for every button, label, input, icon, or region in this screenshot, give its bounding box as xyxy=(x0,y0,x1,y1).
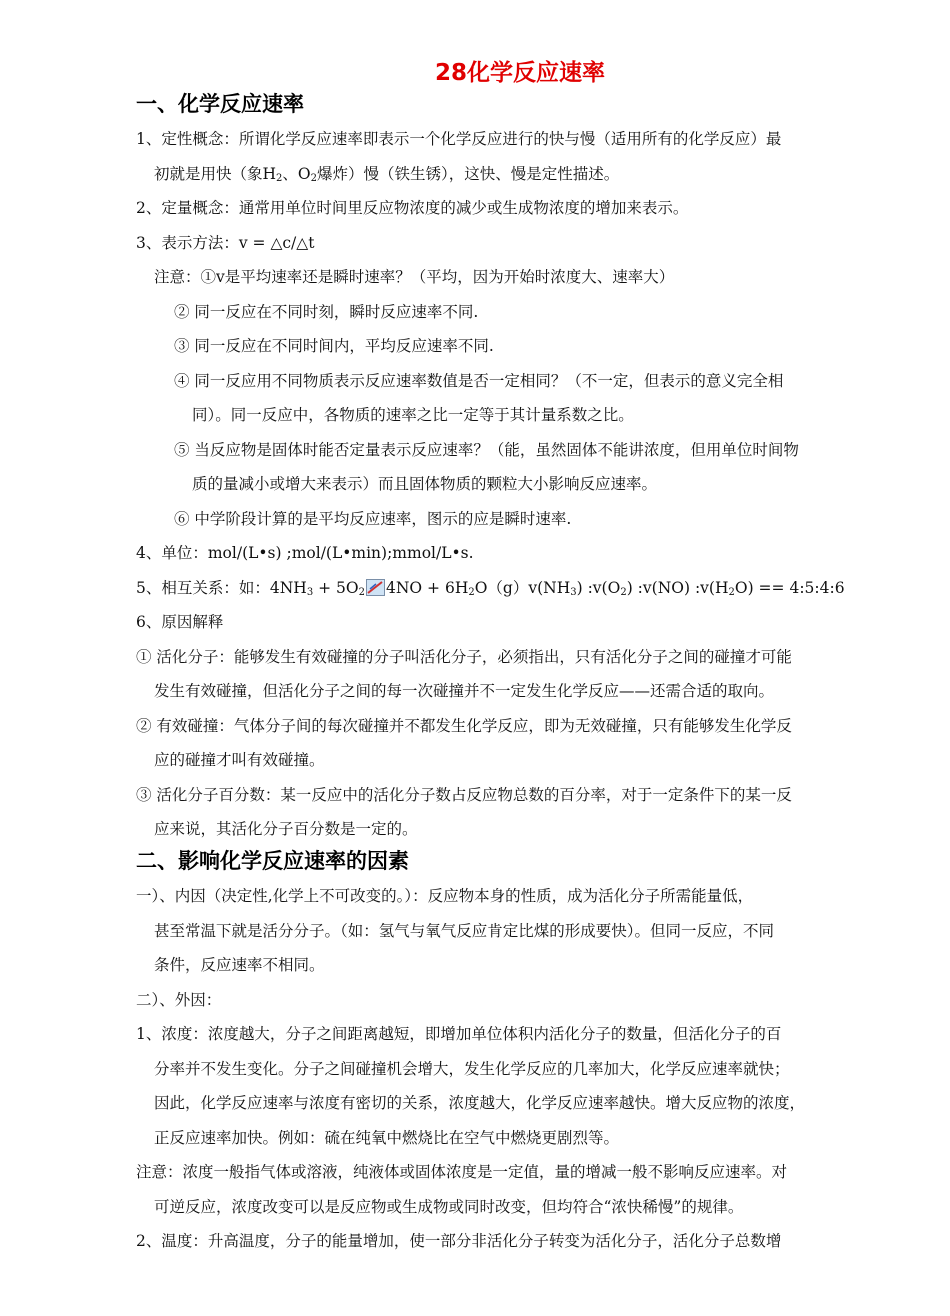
subscript: 2 xyxy=(358,586,365,598)
item-5-text-f: ) :v(NO) :v(H xyxy=(626,578,729,597)
item-1-line-1: 1、定性概念：所谓化学反应速率即表示一个化学反应进行的快与慢（适用所有的化学反应）最 xyxy=(136,130,782,148)
item-1-text-a: 初就是用快（象H xyxy=(154,164,277,183)
note-1: 注意：①v是平均速率还是瞬时速率？（平均，因为开始时浓度大、速率大） xyxy=(154,268,675,286)
item-6: 6、原因解释 xyxy=(136,613,224,631)
external-heading: 二）、外因： xyxy=(136,990,222,1009)
temperature-line-1: 2、温度：升高温度，分子的能量增加，使一部分非活化分子转变为活化分子，活化分子总数增 xyxy=(136,1232,782,1250)
concentration-line-4: 正反应速率加快。例如：硫在纯氧中燃烧比在空气中燃烧更剧烈等。 xyxy=(154,1128,620,1147)
subscript: 3 xyxy=(306,586,314,598)
item-5-text-b: + 5O xyxy=(313,578,359,597)
item-5-text-a: 5、相互关系：如：4NH xyxy=(136,578,307,597)
subscript: 2 xyxy=(620,586,627,598)
note-2: ② 同一反应在不同时刻，瞬时反应速率不同. xyxy=(174,302,479,321)
note-line-2: 可逆反应，浓度改变可以是反应物或生成物或同时改变，但均符合“浓快稀慢”的规律。 xyxy=(154,1197,744,1216)
note-5-line-1: ⑤ 当反应物是固体时能否定量表示反应速率？（能，虽然固体不能讲浓度，但用单位时间物 xyxy=(174,440,799,459)
item-1-text-c: 爆炸）慢（铁生锈），这快、慢是定性描述。 xyxy=(317,164,620,183)
section-2-body xyxy=(136,879,906,1259)
internal-line-2: 甚至常温下就是活分分子。（如：氢气与氧气反应肯定比煤的形成要快）。但同一反应，不同 xyxy=(154,921,775,940)
reason-2-line-1: ② 有效碰撞：气体分子间的每次碰撞并不都发生化学反应，即为无效碰撞，只有能够发生化学反 xyxy=(136,716,792,735)
item-5-text-d: O（g）v(NH xyxy=(474,578,571,597)
note-line-1: 注意：浓度一般指气体或溶液，纯液体或固体浓度是一定值，量的增减一般不影响反应速率。对 xyxy=(136,1163,788,1181)
section-1-body xyxy=(136,122,906,847)
note-4-line-2: 同）。同一反应中，各物质的速率之比一定等于其计量系数之比。 xyxy=(192,406,634,424)
reason-3-line-1: ③ 活化分子百分数：某一反应中的活化分子数占反应物总数的百分率，对于一定条件下的某一反 xyxy=(136,785,792,804)
reason-2-line-2: 应的碰撞才叫有效碰撞。 xyxy=(154,751,325,769)
note-6: ⑥ 中学阶段计算的是平均反应速率，图示的应是瞬时速率. xyxy=(174,509,572,528)
item-5 xyxy=(136,571,906,606)
reaction-arrow-icon xyxy=(366,574,385,591)
section-heading-1: 一、化学反应速率 xyxy=(136,92,304,116)
note-5-line-2: 质的量减小或增大来表示）而且固体物质的颗粒大小影响反应速率。 xyxy=(192,475,658,493)
item-4: 4、单位：mol/(L•s) ;mol/(L•min);mmol/L•s. xyxy=(136,544,474,562)
concentration-line-3: 因此，化学反应速率与浓度有密切的关系，浓度越大，化学反应速率越快。增大反应物的浓度， xyxy=(154,1094,806,1112)
reason-1-line-2: 发生有效碰撞，但活化分子之间的每一次碰撞并不一定发生化学反应——还需合适的取向。 xyxy=(154,682,775,700)
item-1-line-2 xyxy=(136,157,906,192)
reason-3-line-2: 应来说，其活化分子百分数是一定的。 xyxy=(154,820,418,838)
item-1-text-b: 、O xyxy=(282,164,311,183)
note-3: ③ 同一反应在不同时间内，平均反应速率不同. xyxy=(174,337,494,355)
subscript: 3 xyxy=(570,586,577,598)
subscript: 2 xyxy=(310,172,317,184)
concentration-line-1: 1、浓度：浓度越大，分子之间距离越短，即增加单位体积内活化分子的数量，但活化分子的百 xyxy=(136,1025,782,1043)
item-3: 3、表示方法：v = △c/△t xyxy=(136,233,315,252)
section-heading-2: 二、影响化学反应速率的因素 xyxy=(136,849,409,873)
item-5-text-e: ) :v(O xyxy=(576,578,621,597)
item-2: 2、定量概念：通常用单位时间里反应物浓度的减少或生成物浓度的增加来表示。 xyxy=(136,199,689,217)
subscript: 2 xyxy=(276,172,283,184)
page-title: 28化学反应速率 xyxy=(434,60,605,86)
concentration-line-2: 分率并不发生变化。分子之间碰撞机会增大，发生化学反应的几率加大，化学反应速率就快； xyxy=(154,1059,790,1078)
internal-line-1: 一）、内因（决定性,化学上不可改变的。）：反应物本身的性质，成为活化分子所需能量低， xyxy=(136,887,754,905)
note-4-line-1: ④ 同一反应用不同物质表示反应速率数值是否一定相同？（不一定，但表示的意义完全相 xyxy=(174,371,784,390)
reason-1-line-1: ① 活化分子：能够发生有效碰撞的分子叫活化分子，必须指出，只有活化分子之间的碰撞才可能 xyxy=(136,647,792,666)
item-5-text-c: 4NO + 6H xyxy=(385,578,469,597)
subscript: 2 xyxy=(728,586,735,598)
subscript: 2 xyxy=(468,586,475,598)
item-5-text-g: O) == 4:5:4:6 xyxy=(734,578,845,597)
internal-line-3: 条件，反应速率不相同。 xyxy=(154,956,325,974)
